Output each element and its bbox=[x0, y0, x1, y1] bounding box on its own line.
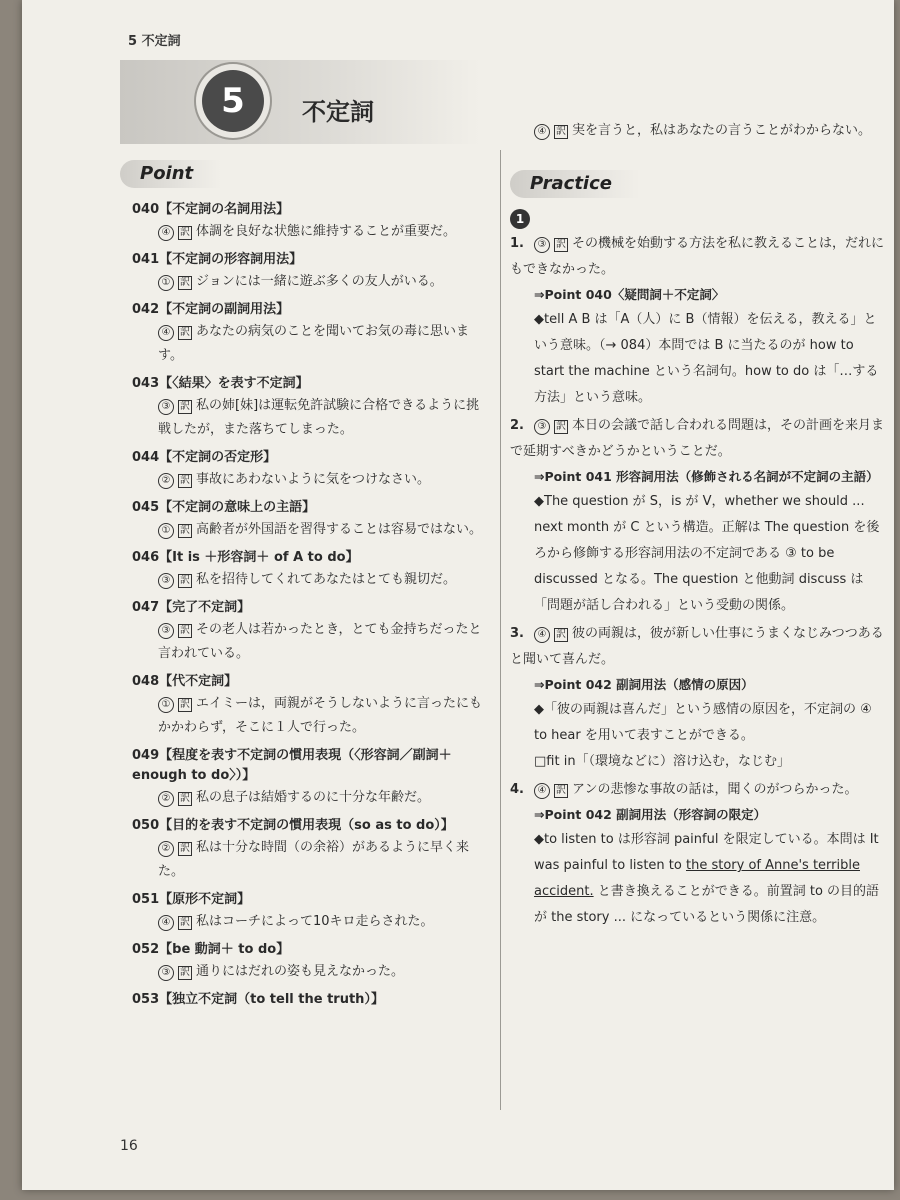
question-number: 1. bbox=[510, 236, 524, 251]
practice-column bbox=[510, 118, 888, 931]
point-translation bbox=[132, 618, 484, 666]
point-entry bbox=[132, 940, 484, 984]
question-number: 4. bbox=[510, 782, 524, 797]
explanation-text: と書き換えることができる。前置詞 to の目的語が the story ... になっているという関係に注意。 bbox=[534, 884, 880, 925]
point-translation bbox=[132, 320, 484, 368]
point-translation bbox=[132, 786, 484, 810]
explanation: ◆tell A B は「A（人）に B（情報）を伝える，教える」という意味。（→ 084）本問では B に当たるのが how to start the machine という名詞句。how to do は「…する方法」という意味。 bbox=[534, 312, 879, 405]
point-translation bbox=[132, 692, 484, 740]
question-number: 2. bbox=[510, 418, 524, 433]
point-heading: 041【不定詞の形容詞用法】 bbox=[132, 252, 303, 267]
practice-question bbox=[510, 231, 888, 411]
point-heading: 050【目的を表す不定詞の慣用表現（so as to do）】 bbox=[132, 818, 454, 833]
answer-mark: ② bbox=[158, 841, 174, 857]
practice-question bbox=[510, 777, 888, 931]
point-reference: ⇒Point 041 形容詞用法（修飾される名詞が不定詞の主語） bbox=[534, 469, 879, 484]
point-translation bbox=[132, 836, 484, 884]
translation-text: エイミーは，両親がそうしないように言ったにもかかわらず，そこに１人で行った。 bbox=[158, 696, 483, 735]
point-heading: 053【独立不定詞（to tell the truth）】 bbox=[132, 992, 384, 1007]
translation-text: ジョンには一緒に遊ぶ多くの友人がいる。 bbox=[196, 274, 443, 289]
point-entry bbox=[132, 448, 484, 492]
underlined-phrase: the story of Anne's terrible accident. bbox=[534, 858, 860, 899]
point-entry bbox=[132, 990, 484, 1010]
answer-mark: ④ bbox=[158, 325, 174, 341]
yaku-icon: 訳 bbox=[556, 421, 566, 432]
point-translation bbox=[132, 468, 484, 492]
book-page bbox=[22, 0, 894, 1190]
point-entry bbox=[132, 498, 484, 542]
running-head: 5 不定詞 bbox=[128, 34, 181, 49]
point-translation bbox=[132, 220, 484, 244]
yaku-icon: 訳 bbox=[556, 239, 566, 250]
question-answer bbox=[510, 231, 888, 283]
yaku-icon: 訳 bbox=[180, 575, 190, 586]
point-entry bbox=[132, 548, 484, 592]
translation-text: あなたの病気のことを聞いてお気の毒に思います。 bbox=[158, 324, 470, 363]
answer-mark: ③ bbox=[158, 965, 174, 981]
section-number-icon: 1 bbox=[510, 209, 530, 229]
translation-text: 私の息子は結婚するのに十分な年齢だ。 bbox=[196, 790, 431, 805]
point-heading: 046【It is ＋形容詞＋ of A to do】 bbox=[132, 550, 359, 565]
answer-mark: ③ bbox=[158, 573, 174, 589]
answer-mark: ③ bbox=[534, 419, 550, 435]
point-translation bbox=[132, 910, 484, 934]
translation-text: アンの悲惨な事故の話は，聞くのがつらかった。 bbox=[572, 782, 858, 797]
point-list bbox=[132, 200, 484, 1016]
answer-mark: ② bbox=[158, 791, 174, 807]
column-divider bbox=[500, 150, 501, 1110]
question-answer bbox=[510, 621, 888, 673]
answer-mark: ④ bbox=[158, 225, 174, 241]
explanation bbox=[510, 827, 888, 931]
translation-text: その老人は若かったとき，とても金持ちだったと言われている。 bbox=[158, 622, 482, 661]
practice-question bbox=[510, 621, 888, 775]
point-heading: 051【原形不定詞】 bbox=[132, 892, 251, 907]
explanation-text: ◆to listen to は形容詞 painful を限定している。本問は It was painful to listen to bbox=[534, 832, 879, 873]
translation-text: 体調を良好な状態に維持することが重要だ。 bbox=[196, 224, 457, 239]
answer-mark: ③ bbox=[158, 623, 174, 639]
point-heading: 052【be 動詞＋ to do】 bbox=[132, 942, 290, 957]
chapter-title: 不定詞 bbox=[302, 98, 374, 126]
answer-text: 実を言うと，私はあなたの言うことがわからない。 bbox=[572, 123, 872, 138]
yaku-icon: 訳 bbox=[180, 793, 190, 804]
point-entry bbox=[132, 890, 484, 934]
yaku-icon: 訳 bbox=[180, 967, 190, 978]
point-translation bbox=[132, 270, 484, 294]
yaku-icon: 訳 bbox=[180, 843, 190, 854]
yaku-icon: 訳 bbox=[556, 629, 566, 640]
point-entry bbox=[132, 250, 484, 294]
point-entry bbox=[132, 200, 484, 244]
point-heading: 042【不定詞の副詞用法】 bbox=[132, 302, 290, 317]
yaku-icon: 訳 bbox=[180, 401, 190, 412]
answer-mark: ④ bbox=[534, 783, 550, 799]
point-heading: 045【不定詞の意味上の主語】 bbox=[132, 500, 316, 515]
point-entry bbox=[132, 374, 484, 442]
point-translation bbox=[132, 960, 484, 984]
translation-text: 私を招待してくれてあなたはとても親切だ。 bbox=[196, 572, 457, 587]
point-heading: 047【完了不定詞】 bbox=[132, 600, 251, 615]
answer-mark: ③ bbox=[534, 237, 550, 253]
yaku-icon: 訳 bbox=[180, 525, 190, 536]
translation-text: 高齢者が外国語を習得することは容易ではない。 bbox=[196, 522, 483, 537]
point-heading: 048【代不定詞】 bbox=[132, 674, 238, 689]
yaku-icon: 訳 bbox=[180, 917, 190, 928]
question-number: 3. bbox=[510, 626, 524, 641]
yaku-icon: 訳 bbox=[180, 327, 190, 338]
practice-tag: Practice bbox=[510, 170, 640, 198]
question-answer bbox=[510, 413, 888, 465]
point-translation bbox=[132, 568, 484, 592]
answer-mark: ③ bbox=[158, 399, 174, 415]
answer-mark: ① bbox=[158, 275, 174, 291]
yaku-icon: 訳 bbox=[180, 277, 190, 288]
translation-text: 彼の両親は，彼が新しい仕事にうまくなじみつつあると聞いて喜んだ。 bbox=[510, 626, 884, 667]
point-reference: ⇒Point 040〈疑問詞＋不定詞〉 bbox=[534, 287, 725, 302]
point-translation bbox=[132, 394, 484, 442]
translation-text: 通りにはだれの姿も見えなかった。 bbox=[196, 964, 405, 979]
explanation: ◆「彼の両親は喜んだ」という感情の原因を，不定詞の ④ to hear を用いて表すことができる。 bbox=[534, 702, 872, 743]
yaku-icon: 訳 bbox=[180, 475, 190, 486]
point-heading: 040【不定詞の名詞用法】 bbox=[132, 202, 290, 217]
point-heading: 044【不定詞の否定形】 bbox=[132, 450, 277, 465]
translation-text: 事故にあわないように気をつけなさい。 bbox=[196, 472, 431, 487]
yaku-icon: 訳 bbox=[556, 126, 566, 137]
yaku-icon: 訳 bbox=[180, 227, 190, 238]
point-entry bbox=[132, 672, 484, 740]
point-heading: 049【程度を表す不定詞の慣用表現（〈形容詞／副詞＋ enough to do〉）】 bbox=[132, 748, 452, 783]
answer-mark: ② bbox=[158, 473, 174, 489]
point-reference: ⇒Point 042 副詞用法（感情の原因） bbox=[534, 677, 754, 692]
point-entry bbox=[132, 300, 484, 368]
yaku-icon: 訳 bbox=[180, 625, 190, 636]
answer-mark: ④ bbox=[158, 915, 174, 931]
point-entry bbox=[132, 598, 484, 666]
answer-mark: ④ bbox=[534, 124, 550, 140]
translation-text: 私の姉[妹]は運転免許試験に合格できるように挑戦したが，また落ちてしまった。 bbox=[158, 398, 480, 437]
vocab-note: □fit in「（環境などに）溶け込む，なじむ」 bbox=[534, 754, 791, 769]
point-translation bbox=[132, 518, 484, 542]
yaku-icon: 訳 bbox=[556, 785, 566, 796]
translation-text: その機械を始動する方法を私に教えることは，だれにもできなかった。 bbox=[510, 236, 885, 277]
answer-053 bbox=[510, 118, 888, 144]
translation-text: 私は十分な時間（の余裕）があるように早く来た。 bbox=[158, 840, 470, 879]
answer-mark: ④ bbox=[534, 627, 550, 643]
translation-text: 私はコーチによって10キロ走らされた。 bbox=[196, 914, 434, 929]
question-answer bbox=[510, 777, 888, 803]
chapter-banner bbox=[120, 60, 480, 144]
answer-mark: ① bbox=[158, 523, 174, 539]
answer-mark: ① bbox=[158, 697, 174, 713]
point-heading: 043【〈結果〉を表す不定詞】 bbox=[132, 376, 309, 391]
translation-text: 本日の会議で話し合われる問題は，その計画を来月まで延期すべきかどうかということだ。 bbox=[510, 418, 885, 459]
point-entry bbox=[132, 816, 484, 884]
yaku-icon: 訳 bbox=[180, 699, 190, 710]
chapter-number: 5 bbox=[202, 70, 264, 132]
point-reference: ⇒Point 042 副詞用法（形容詞の限定） bbox=[534, 807, 767, 822]
point-entry bbox=[132, 746, 484, 810]
point-tag: Point bbox=[120, 160, 221, 188]
page-number: 16 bbox=[120, 1138, 138, 1154]
explanation: ◆The question が S，is が V，whether we should ... next month が C という構造。正解は The question を後ろから修飾する形容詞用法の不定詞である ③ to be discussed となる。The question と他動詞 discuss は「問題が話し合われる」という受動の関係。 bbox=[534, 494, 880, 613]
practice-question bbox=[510, 413, 888, 619]
